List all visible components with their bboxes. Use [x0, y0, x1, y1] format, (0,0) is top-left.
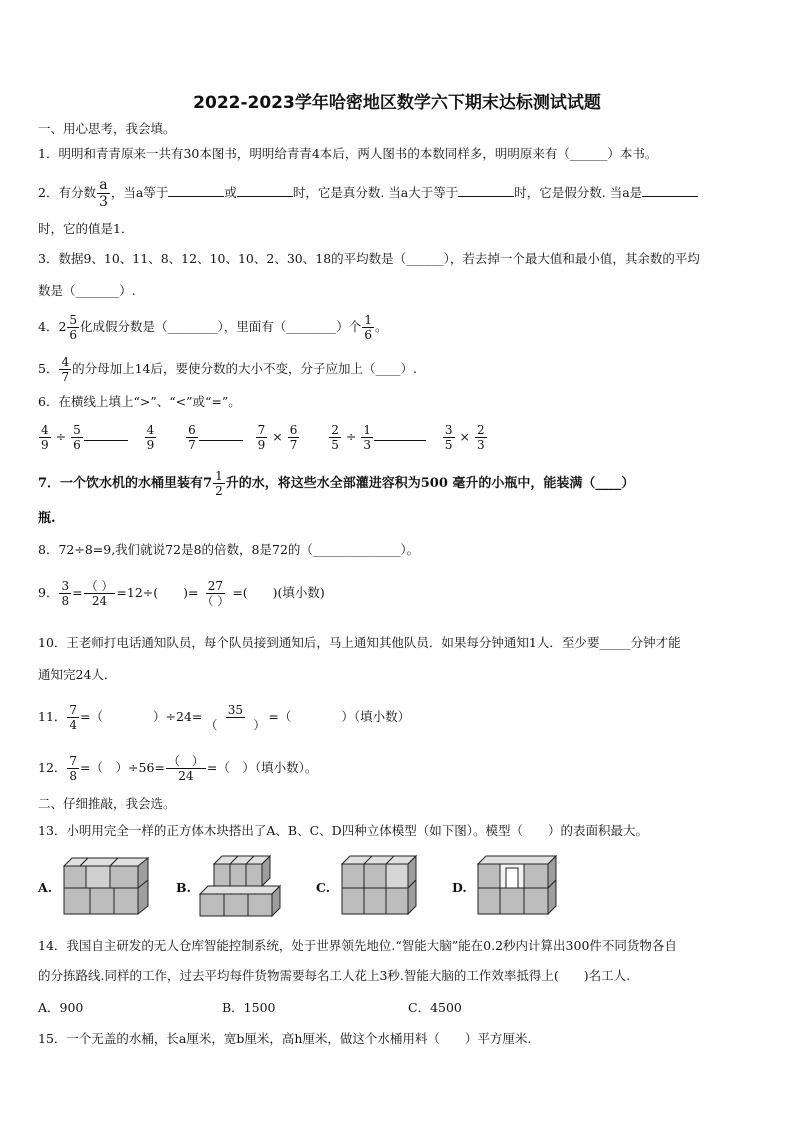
question-9: 9． $\frac{3}{8}$ = $\frac{( )}{24}$ =12÷( )= $\frac{27}{( )}$ =( )(填小数)	[38, 579, 325, 608]
question-15: 15．一个无盖的水桶，长a厘米，宽b厘米，高h厘米，做这个水桶用料（ ）平方厘米.	[38, 1031, 532, 1046]
question-5: 5． $\frac{4}{7}$ 的分母加上14后，要使分数的大小不变，分子应加上（____）.	[38, 355, 417, 384]
question-4: 4．2 $\frac{5}{6}$ 化成假分数是（________），里面有（________）个 $\frac{1}{6}$ 。	[38, 313, 388, 342]
question-11: 11． $\frac{7}{4}$ =（ ）÷24= $\frac{35}{( )}$ =（ ）（填小数）	[38, 703, 411, 732]
question-7: 7．一个饮水机的水桶里装有7 $\frac{1}{2}$ 升的水，将这些水全部灌进容积为500 毫升的小瓶中，能装满（____）	[38, 469, 635, 498]
option-a-label: A.	[38, 880, 53, 895]
question-3-cont: 数是（_______）.	[38, 283, 136, 298]
question-2-cont: 时，它的值是1．	[38, 221, 134, 236]
question-1: 1．明明和青青原来一共有30本图书，明明给青青4本后，两人图书的本数同样多，明明原来有（______）本书。	[38, 146, 658, 161]
option-d-label: D.	[452, 880, 467, 895]
option-a: A．900	[38, 1000, 84, 1015]
option-b-label: B.	[176, 880, 191, 895]
question-10: 10．王老师打电话通知队员，每个队员接到通知后，马上通知其他队员．如果每分钟通知1人．至少要_____分钟才能	[38, 635, 681, 650]
question-8: 8．72÷8=9,我们就说72是8的倍数，8是72的（______________）。	[38, 542, 420, 557]
question-10-cont: 通知完24人．	[38, 667, 117, 682]
cube-model-a	[58, 852, 158, 922]
question-2: 2．有分数 $\frac{a}{3}$ ，当a等于 或 时，它是真分数. 当a大于等于 时，它是假分数. 当a是	[38, 178, 698, 209]
question-12: 12． $\frac{7}{8}$ =（ ）÷56= $\frac{( )}{24}$ =（ ）（填小数）。	[38, 754, 318, 783]
question-6: 6．在横线上填上“>”、“<”或“=”。	[38, 394, 241, 409]
question-14-cont: 的分拣路线.同样的工作，过去平均每件货物需要每名工人花上3秒.智能大脑的工作效率抵得上( )名工人.	[38, 968, 631, 983]
question-14: 14．我国自主研发的无人仓库智能控制系统，处于世界领先地位.“智能大脑”能在0.2秒内计算出300件不同货物各自	[38, 938, 677, 953]
question-7-cont: 瓶.	[38, 511, 56, 526]
cube-model-d	[472, 852, 572, 922]
option-c: C．4500	[408, 1000, 462, 1015]
section-heading: 一、用心思考，我会填。	[38, 121, 176, 136]
page-title: 2022-2023学年哈密地区数学六下期末达标测试试题	[193, 93, 601, 113]
question-3: 3．数据9、10、11、8、12、10、10、2、30、18的平均数是（______），若去掉一个最大值和最小值，其余数的平均	[38, 251, 700, 266]
cube-model-b	[196, 852, 296, 922]
cube-model-c	[336, 852, 436, 922]
question-6-items: $\frac{4}{9}$ ÷ $\frac{5}{6}$ $\frac{4}{9}$ $\frac{6}{7}$ $\frac{7}{9}$ × $\frac{6}{7}$ $\frac{2}{5}$ ÷ $\frac{1}{3}$ $\frac{3}{5}$ × $\frac{2}{3}$	[41, 423, 485, 452]
option-b: B．1500	[222, 1000, 276, 1015]
question-13: 13．小明用完全一样的正方体木块搭出了A、B、C、D四种立体模型（如下图）。模型（ ）的表面积最大。	[38, 823, 648, 838]
section-heading-2: 二、仔细推敲，我会选。	[38, 796, 176, 811]
option-c-label: C.	[316, 880, 331, 895]
